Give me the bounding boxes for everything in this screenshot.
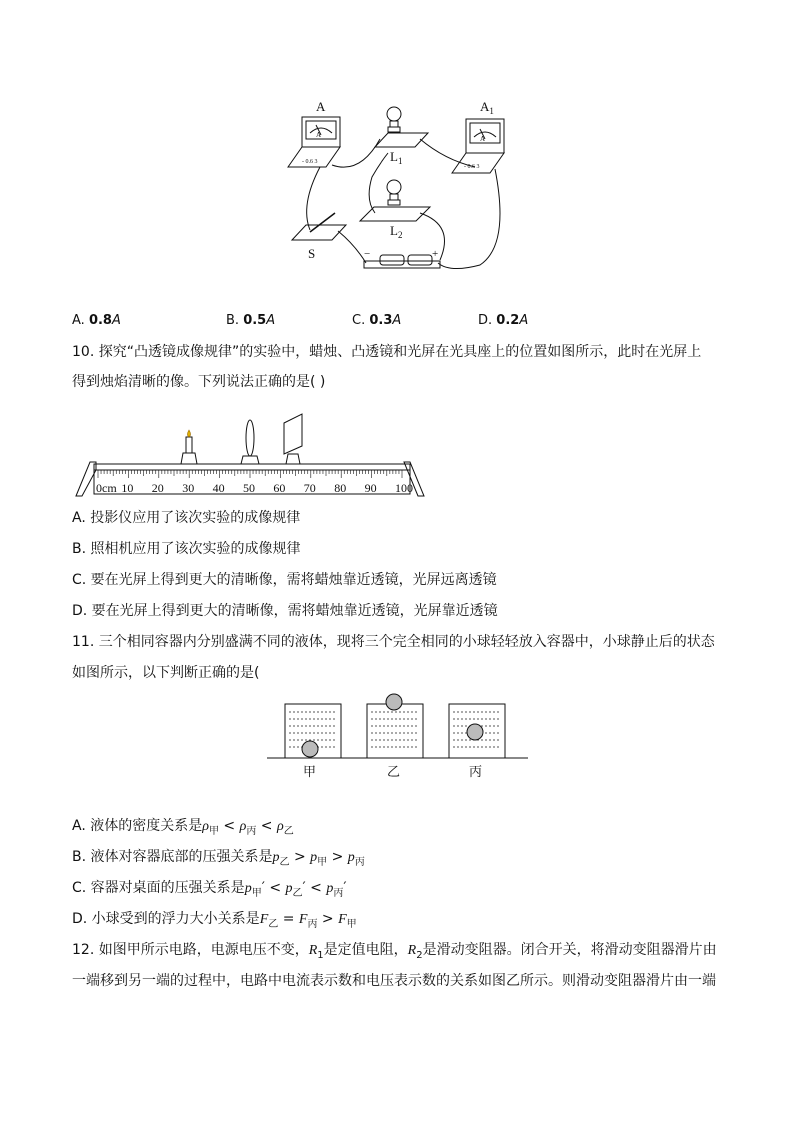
ruler-label: 40 (212, 481, 225, 495)
q12-stem-line1: 12. 如图甲所示电路，电源电压不变，$R_1$是定值电阻，$R_2$是滑动变阻器。闭合开关，将滑动变阻器滑片由 (72, 942, 717, 961)
q10-option-d[interactable]: D. 要在光屏上得到更大的清晰像，需将蜡烛靠近透镜，光屏靠近透镜 (72, 603, 498, 619)
candle-flame (188, 430, 191, 437)
ruler-label: 50 (243, 481, 255, 495)
q10-stem-line2: 得到烛焰清晰的像。下列说法正确的是( ) (72, 374, 326, 390)
label-l1: $L_1$ (390, 149, 403, 166)
q11-option-a[interactable]: A. 液体的密度关系是$\rho_甲 < \rho_丙 < \rho_乙$ (72, 818, 294, 837)
q10-stem-line1: 10. 探究“凸透镜成像规律”的实验中，蜡烛、凸透镜和光屏在光具座上的位置如图所示，此时在光屏上 (72, 344, 702, 360)
q9-option-a[interactable]: A. 0.8A (72, 313, 121, 328)
label-yi: 乙 (387, 764, 401, 779)
q9-option-c[interactable]: C. 0.3A (352, 313, 402, 328)
convex-lens (241, 420, 259, 464)
ball-bing (467, 724, 483, 740)
battery-plus: + (432, 248, 439, 260)
bench-left-leg (76, 462, 96, 496)
ruler-label: 0cm (96, 481, 117, 495)
label-bing: 丙 (469, 764, 483, 779)
ball-yi (386, 694, 402, 710)
q10-option-b[interactable]: B. 照相机应用了该次实验的成像规律 (72, 541, 301, 557)
container-yi (367, 694, 423, 758)
q11-stem-line2: 如图所示，以下判断正确的是( (72, 665, 260, 681)
meter-face-a1: A (480, 135, 486, 143)
ruler-label: 60 (273, 481, 286, 495)
ruler-labels (96, 481, 413, 495)
candle (181, 437, 197, 464)
light-screen (284, 414, 302, 464)
ruler-label: 20 (151, 481, 164, 495)
container-jia (285, 704, 341, 758)
ruler-label: 10 (121, 481, 134, 495)
q9-option-d[interactable]: D. 0.2A (478, 313, 529, 328)
label-s: S (308, 246, 316, 261)
q10-option-c[interactable]: C. 要在光屏上得到更大的清晰像，需将蜡烛靠近透镜，光屏远离透镜 (72, 572, 497, 588)
q11-option-d[interactable]: D. 小球受到的浮力大小关系是$F_乙 = F_丙 > F_甲$ (72, 911, 357, 930)
q11-option-c[interactable]: C. 容器对桌面的压强关系是$p_甲' < p_乙' < p_丙'$ (72, 880, 347, 899)
ruler-label: 80 (334, 481, 347, 495)
meter-face-a: A (316, 131, 322, 139)
label-jia: 甲 (303, 764, 317, 779)
ball-jia (302, 741, 318, 757)
q11-stem-line1: 11. 三个相同容器内分别盛满不同的液体，现将三个完全相同的小球轻轻放入容器中，小球静止后的状态 (72, 634, 715, 650)
battery (364, 255, 440, 268)
ruler-label: 90 (364, 481, 377, 495)
circuit-figure (280, 95, 520, 280)
q12-stem-line2: 一端移到另一端的过程中，电路中电流表示数和电压表示数的关系如图乙所示。则滑动变阻器滑片由一端 (72, 973, 716, 989)
optical-bench-figure (72, 400, 432, 500)
bulb-l1 (375, 107, 428, 147)
ruler-label: 100 (395, 481, 413, 495)
ruler-label: 70 (303, 481, 316, 495)
battery-minus: − (364, 248, 371, 260)
label-l2: $L_2$ (390, 223, 403, 240)
label-a: A (316, 99, 326, 114)
q11-option-b[interactable]: B. 液体对容器底部的压强关系是$p_乙 > p_甲 > p_丙$ (72, 849, 365, 868)
q10-option-a[interactable]: A. 投影仪应用了该次实验的成像规律 (72, 510, 301, 526)
ruler-label: 30 (182, 481, 195, 495)
q9-option-b[interactable]: B. 0.5A (226, 313, 276, 328)
container-bing (449, 704, 505, 758)
containers-figure (265, 692, 530, 782)
switch-s (292, 213, 346, 240)
meter-terminals-a1: - 0.6 3 (464, 164, 480, 170)
bulb-l2 (360, 180, 430, 221)
meter-terminals-a: - 0.6 3 (302, 159, 318, 165)
label-a1: $A_1$ (480, 99, 494, 116)
